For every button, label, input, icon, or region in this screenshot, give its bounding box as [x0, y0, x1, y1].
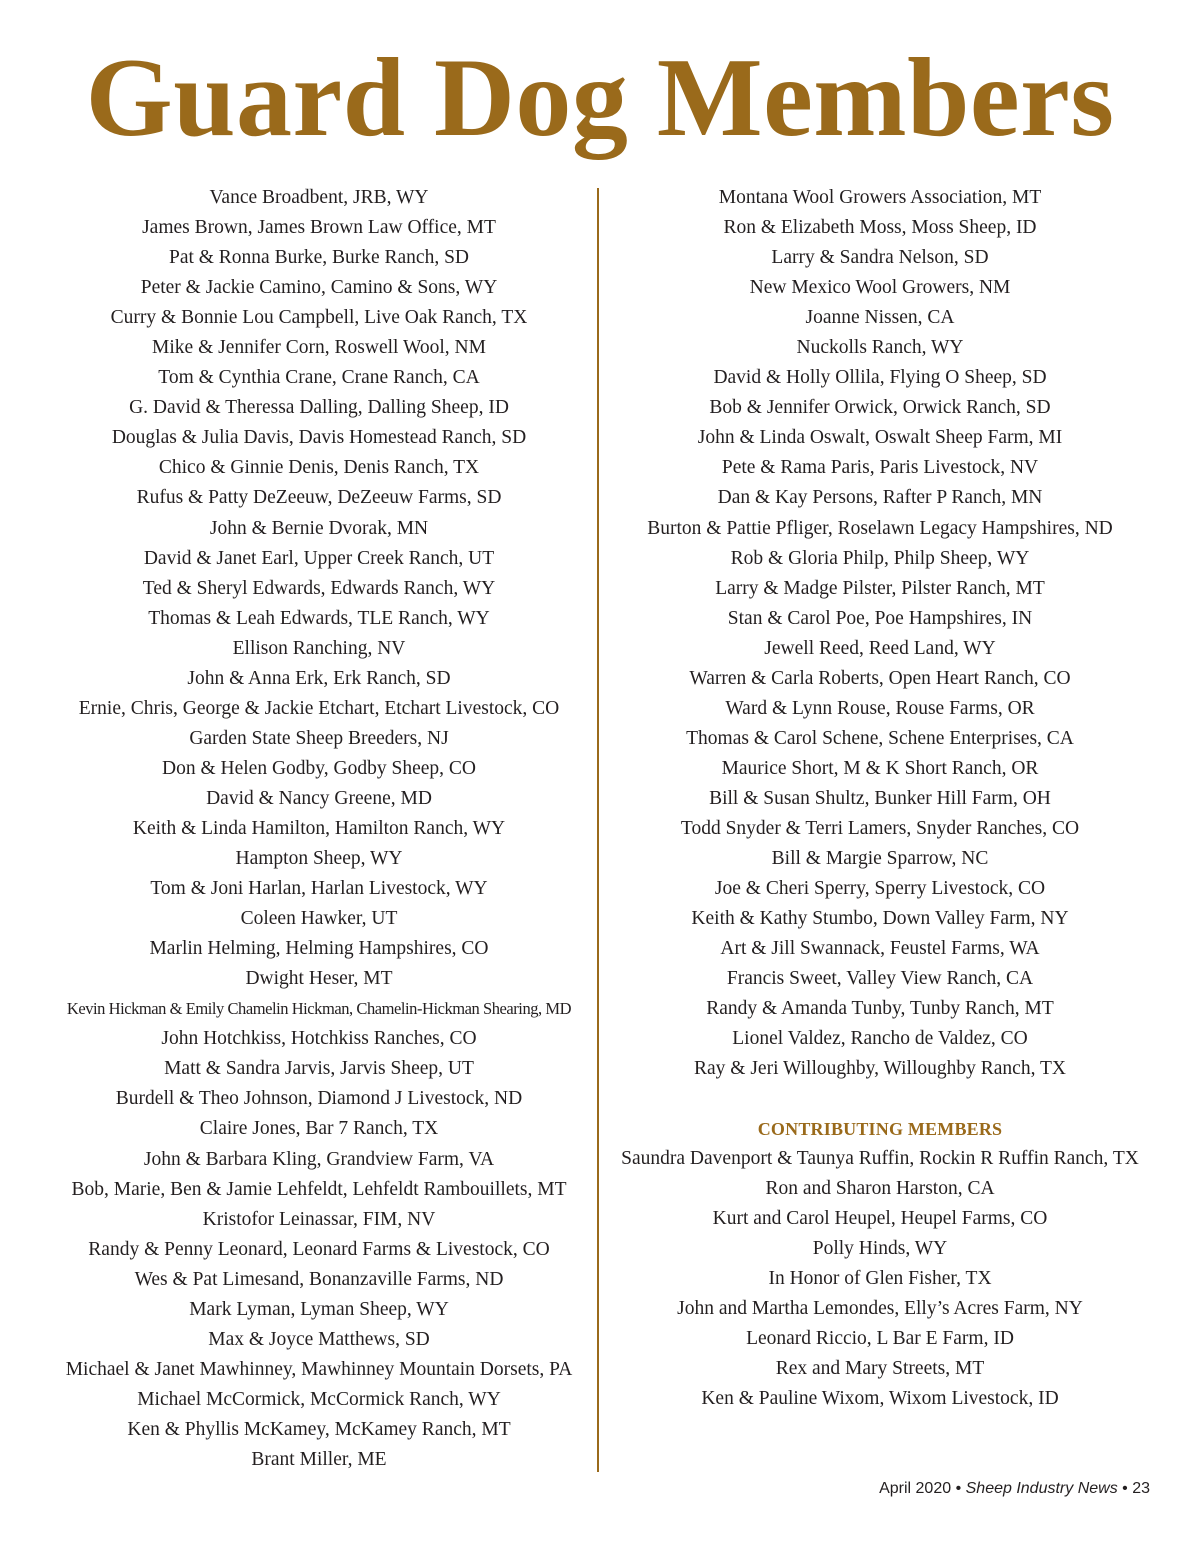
member-entry: Maurice Short, M & K Short Ranch, OR — [721, 757, 1039, 779]
contributing-members-list — [610, 1144, 1150, 1414]
footer-separator: • — [951, 1480, 966, 1497]
member-entry: Bob & Jennifer Orwick, Orwick Ranch, SD — [709, 397, 1051, 419]
member-entry: Ron & Elizabeth Moss, Moss Sheep, ID — [723, 217, 1037, 239]
member-entry: Matt & Sandra Jarvis, Jarvis Sheep, UT — [164, 1058, 474, 1080]
member-entry: Vance Broadbent, JRB, WY — [209, 187, 429, 208]
member-entry: Larry & Sandra Nelson, SD — [771, 247, 989, 269]
member-entry: Mark Lyman, Lyman Sheep, WY — [189, 1298, 449, 1320]
member-entry: David & Holly Ollila, Flying O Sheep, SD — [713, 367, 1047, 389]
member-entry: Burdell & Theo Johnson, Diamond J Livestock, ND — [115, 1088, 523, 1110]
member-entry: Mike & Jennifer Corn, Roswell Wool, NM — [152, 337, 486, 359]
member-entry: Leonard Riccio, L Bar E Farm, ID — [746, 1328, 1014, 1350]
member-entry: Claire Jones, Bar 7 Ranch, TX — [199, 1118, 439, 1140]
footer-separator: • — [1117, 1480, 1133, 1497]
member-entry: Ray & Jeri Willoughby, Willoughby Ranch, TX — [694, 1058, 1066, 1080]
footer-publication: Sheep Industry News — [965, 1480, 1118, 1497]
member-entry: Bill & Margie Sparrow, NC — [771, 848, 989, 870]
member-entry: In Honor of Glen Fisher, TX — [768, 1268, 992, 1290]
member-entry: Larry & Madge Pilster, Pilster Ranch, MT — [715, 577, 1045, 599]
member-entry: Saundra Davenport & Taunya Ruffin, Rockin R Ruffin Ranch, TX — [621, 1148, 1139, 1169]
member-entry: David & Janet Earl, Upper Creek Ranch, UT — [143, 547, 495, 569]
member-entry: Warren & Carla Roberts, Open Heart Ranch, CO — [689, 667, 1071, 689]
member-entry: Michael & Janet Mawhinney, Mawhinney Mountain Dorsets, PA — [65, 1358, 573, 1380]
member-entry: Hampton Sheep, WY — [235, 848, 403, 870]
contributing-members-heading: CONTRIBUTING MEMBERS — [757, 1119, 1003, 1139]
member-entry: Kurt and Carol Heupel, Heupel Farms, CO — [712, 1208, 1048, 1230]
member-entry: Randy & Amanda Tunby, Tunby Ranch, MT — [706, 998, 1054, 1020]
member-entry: John & Bernie Dvorak, MN — [209, 517, 429, 539]
member-entry: Francis Sweet, Valley View Ranch, CA — [726, 968, 1034, 990]
member-entry: Ted & Sheryl Edwards, Edwards Ranch, WY — [142, 577, 496, 599]
member-entry: Wes & Pat Limesand, Bonanzaville Farms, ND — [134, 1268, 504, 1290]
members-left-column — [40, 183, 598, 1475]
member-entry: Rob & Gloria Philp, Philp Sheep, WY — [730, 547, 1030, 569]
member-entry: Stan & Carol Poe, Poe Hampshires, IN — [727, 607, 1033, 629]
member-entry: Todd Snyder & Terri Lamers, Snyder Ranches, CO — [680, 817, 1080, 839]
member-entry: Curry & Bonnie Lou Campbell, Live Oak Ranch, TX — [110, 307, 528, 329]
member-entry: Thomas & Leah Edwards, TLE Ranch, WY — [148, 607, 490, 629]
member-entry: Brant Miller, ME — [251, 1448, 387, 1470]
members-right-column — [610, 183, 1150, 1084]
member-entry: New Mexico Wool Growers, NM — [749, 277, 1011, 299]
member-entry: Thomas & Carol Schene, Schene Enterprises, CA — [686, 727, 1074, 749]
page-footer — [879, 1478, 1150, 1500]
member-entry: Douglas & Julia Davis, Davis Homestead Ranch, SD — [111, 427, 527, 449]
member-entry: Don & Helen Godby, Godby Sheep, CO — [162, 757, 476, 779]
member-entry: Max & Joyce Matthews, SD — [208, 1328, 430, 1350]
page-title: Guard Dog Members — [85, 36, 1115, 160]
member-entry: Bill & Susan Shultz, Bunker Hill Farm, OH — [709, 787, 1051, 809]
member-entry: Chico & Ginnie Denis, Denis Ranch, TX — [158, 457, 480, 479]
member-entry: John and Martha Lemondes, Elly’s Acres Farm, NY — [677, 1298, 1083, 1320]
member-entry: Marlin Helming, Helming Hampshires, CO — [149, 938, 489, 960]
member-entry: Ellison Ranching, NV — [232, 637, 406, 659]
member-entry: Tom & Joni Harlan, Harlan Livestock, WY — [150, 878, 488, 900]
member-entry: David & Nancy Greene, MD — [206, 787, 432, 809]
member-entry: Rufus & Patty DeZeeuw, DeZeeuw Farms, SD — [136, 487, 502, 509]
member-entry: Burton & Pattie Pfliger, Roselawn Legacy Hampshires, ND — [647, 517, 1113, 539]
member-entry: Ken & Phyllis McKamey, McKamey Ranch, MT — [127, 1418, 511, 1440]
member-entry: Art & Jill Swannack, Feustel Farms, WA — [720, 938, 1040, 960]
member-entry: Peter & Jackie Camino, Camino & Sons, WY — [140, 277, 498, 299]
member-entry: John & Linda Oswalt, Oswalt Sheep Farm, MI — [697, 427, 1063, 449]
member-entry: Michael McCormick, McCormick Ranch, WY — [137, 1388, 501, 1410]
member-entry: Ernie, Chris, George & Jackie Etchart, Etchart Livestock, CO — [78, 697, 560, 719]
column-divider — [597, 188, 599, 1472]
member-entry: James Brown, James Brown Law Office, MT — [142, 217, 496, 239]
footer-date: April 2020 — [879, 1480, 952, 1497]
member-entry: Dwight Heser, MT — [245, 968, 393, 990]
member-entry: Garden State Sheep Breeders, NJ — [189, 727, 449, 749]
member-entry: John & Anna Erk, Erk Ranch, SD — [187, 667, 451, 689]
member-entry: Lionel Valdez, Rancho de Valdez, CO — [732, 1028, 1028, 1050]
member-entry: Jewell Reed, Reed Land, WY — [764, 637, 996, 659]
member-entry: Pat & Ronna Burke, Burke Ranch, SD — [168, 247, 470, 269]
member-entry: Coleen Hawker, UT — [240, 908, 398, 930]
member-entry: John Hotchkiss, Hotchkiss Ranches, CO — [161, 1028, 477, 1050]
member-entry: Joe & Cheri Sperry, Sperry Livestock, CO — [714, 878, 1046, 900]
member-entry: Ron and Sharon Harston, CA — [765, 1178, 995, 1200]
member-entry: Keith & Kathy Stumbo, Down Valley Farm, NY — [691, 908, 1069, 930]
contributing-members-section — [610, 1114, 1150, 1414]
member-entry: Tom & Cynthia Crane, Crane Ranch, CA — [158, 367, 480, 389]
member-entry: Polly Hinds, WY — [812, 1238, 948, 1260]
member-entry: Rex and Mary Streets, MT — [775, 1358, 985, 1380]
member-entry: Ken & Pauline Wixom, Wixom Livestock, ID — [701, 1388, 1059, 1410]
member-entry: Montana Wool Growers Association, MT — [718, 187, 1042, 208]
member-entry: Joanne Nissen, CA — [805, 307, 955, 329]
member-entry: Kevin Hickman & Emily Chamelin Hickman, Chamelin-Hickman Shearing, MD — [66, 999, 572, 1019]
member-entry: Bob, Marie, Ben & Jamie Lehfeldt, Lehfeldt Rambouillets, MT — [71, 1178, 567, 1200]
footer-page-number: 23 — [1132, 1480, 1150, 1497]
member-entry: Kristofor Leinassar, FIM, NV — [202, 1208, 436, 1230]
member-entry: Randy & Penny Leonard, Leonard Farms & Livestock, CO — [88, 1238, 550, 1260]
member-entry: Ward & Lynn Rouse, Rouse Farms, OR — [725, 697, 1035, 719]
member-entry: Nuckolls Ranch, WY — [796, 337, 964, 359]
member-entry: G. David & Theressa Dalling, Dalling Sheep, ID — [129, 397, 509, 419]
member-entry: Dan & Kay Persons, Rafter P Ranch, MN — [717, 487, 1043, 509]
member-entry: Keith & Linda Hamilton, Hamilton Ranch, WY — [132, 817, 506, 839]
member-entry: John & Barbara Kling, Grandview Farm, VA — [143, 1148, 495, 1170]
member-entry: Pete & Rama Paris, Paris Livestock, NV — [721, 457, 1039, 479]
